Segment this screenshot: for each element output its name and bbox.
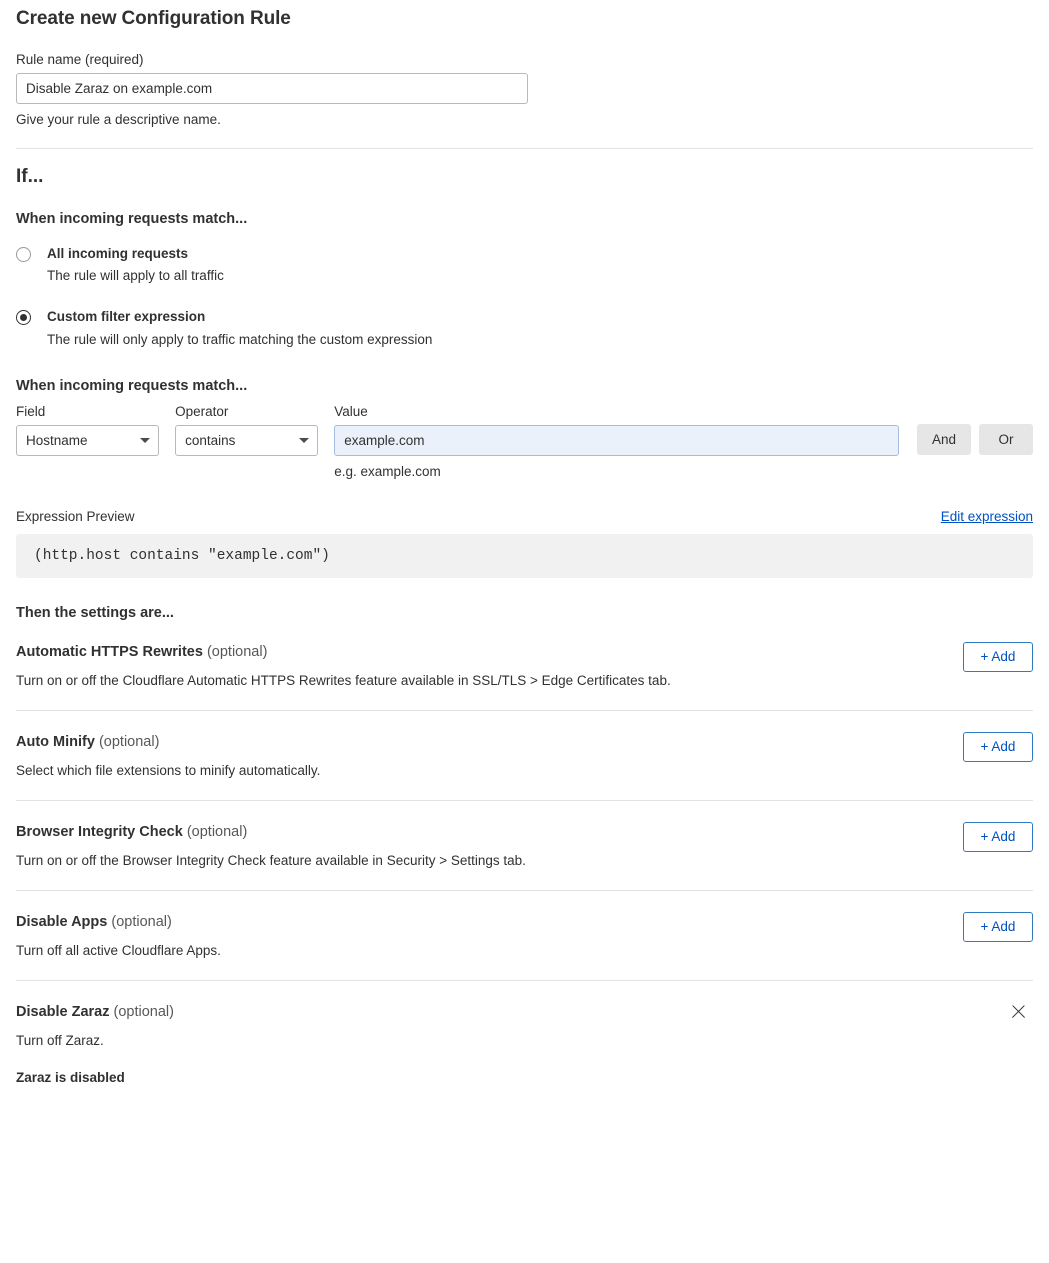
add-button[interactable]: + Add (963, 912, 1033, 942)
radio-desc-custom-filter: The rule will only apply to traffic matching the custom expression (47, 331, 433, 347)
setting-optional-tag: (optional) (113, 1003, 174, 1020)
setting-name: Auto Minify (16, 733, 95, 750)
section-divider (16, 148, 1033, 149)
and-button[interactable]: And (917, 424, 971, 455)
then-section-heading: Then the settings are... (16, 604, 174, 621)
setting-title (16, 734, 1033, 750)
setting-description: Turn on or off the Cloudflare Automatic HTTPS Rewrites feature available in SSL/TLS > Edge Certificates tab. (16, 672, 671, 688)
setting-optional-tag: (optional) (206, 643, 268, 660)
setting-title (16, 914, 1033, 930)
logic-buttons (909, 424, 1033, 455)
radio-option-custom-filter[interactable] (16, 308, 1033, 349)
rule-name-label: Rule name (required) (16, 52, 144, 67)
radio-option-all-requests[interactable] (16, 245, 1033, 286)
value-column (334, 404, 899, 479)
add-button[interactable]: + Add (963, 642, 1033, 672)
setting-title (16, 644, 1033, 660)
setting-auto-minify (16, 711, 1033, 801)
operator-column (175, 404, 318, 456)
field-column (16, 404, 159, 456)
rule-name-help: Give your rule a descriptive name. (16, 112, 221, 127)
setting-name: Browser Integrity Check (16, 823, 183, 840)
if-section-heading: If... (16, 166, 44, 187)
operator-select-value[interactable]: contains (175, 425, 318, 456)
expression-preview-box: (http.host contains "example.com") (16, 534, 1033, 578)
setting-title (16, 824, 1033, 840)
add-button[interactable]: + Add (963, 822, 1033, 852)
chevron-down-icon (299, 438, 309, 443)
setting-name: Automatic HTTPS Rewrites (16, 643, 203, 660)
close-icon[interactable] (1009, 1003, 1027, 1021)
filter-heading: When incoming requests match... (16, 377, 248, 394)
or-button[interactable]: Or (979, 424, 1033, 455)
filter-builder-row (16, 404, 1033, 479)
setting-disable-apps (16, 891, 1033, 981)
setting-browser-integrity-check (16, 801, 1033, 891)
page-title: Create new Configuration Rule (16, 8, 291, 29)
field-select[interactable] (16, 425, 159, 456)
match-heading: When incoming requests match... (16, 211, 248, 227)
value-input[interactable] (334, 425, 899, 456)
setting-status: Zaraz is disabled (16, 1069, 125, 1085)
radio-desc-all-requests: The rule will apply to all traffic (47, 268, 224, 284)
operator-label: Operator (175, 403, 229, 419)
setting-automatic-https-rewrites (16, 621, 1033, 711)
radio-icon-unselected[interactable] (16, 247, 31, 262)
setting-optional-tag: (optional) (98, 733, 160, 750)
chevron-down-icon (140, 438, 150, 443)
setting-disable-zaraz (16, 981, 1033, 1107)
value-label: Value (334, 403, 368, 419)
add-button[interactable]: + Add (963, 732, 1033, 762)
setting-optional-tag: (optional) (186, 823, 248, 840)
setting-optional-tag: (optional) (111, 913, 172, 930)
rule-name-input[interactable] (16, 73, 528, 104)
setting-description: Turn on or off the Browser Integrity Check feature available in Security > Settings tab. (16, 852, 526, 868)
setting-description: Turn off all active Cloudflare Apps. (16, 942, 221, 958)
setting-description: Select which file extensions to minify automatically. (16, 762, 321, 778)
setting-name: Disable Zaraz (16, 1003, 110, 1020)
edit-expression-link[interactable]: Edit expression (940, 508, 1033, 524)
match-type-radio-group (16, 245, 1033, 350)
setting-name: Disable Apps (16, 913, 108, 930)
field-select-value[interactable]: Hostname (16, 425, 159, 456)
operator-select[interactable] (175, 425, 318, 456)
value-hint: e.g. example.com (334, 463, 441, 479)
radio-icon-selected[interactable] (16, 310, 31, 325)
setting-title (16, 1004, 1033, 1020)
field-label: Field (16, 403, 46, 419)
expression-preview-header (16, 509, 1033, 524)
radio-label-custom-filter: Custom filter expression (47, 309, 206, 325)
expression-preview-label: Expression Preview (16, 508, 135, 524)
setting-description: Turn off Zaraz. (16, 1032, 104, 1048)
radio-label-all-requests: All incoming requests (47, 246, 189, 261)
